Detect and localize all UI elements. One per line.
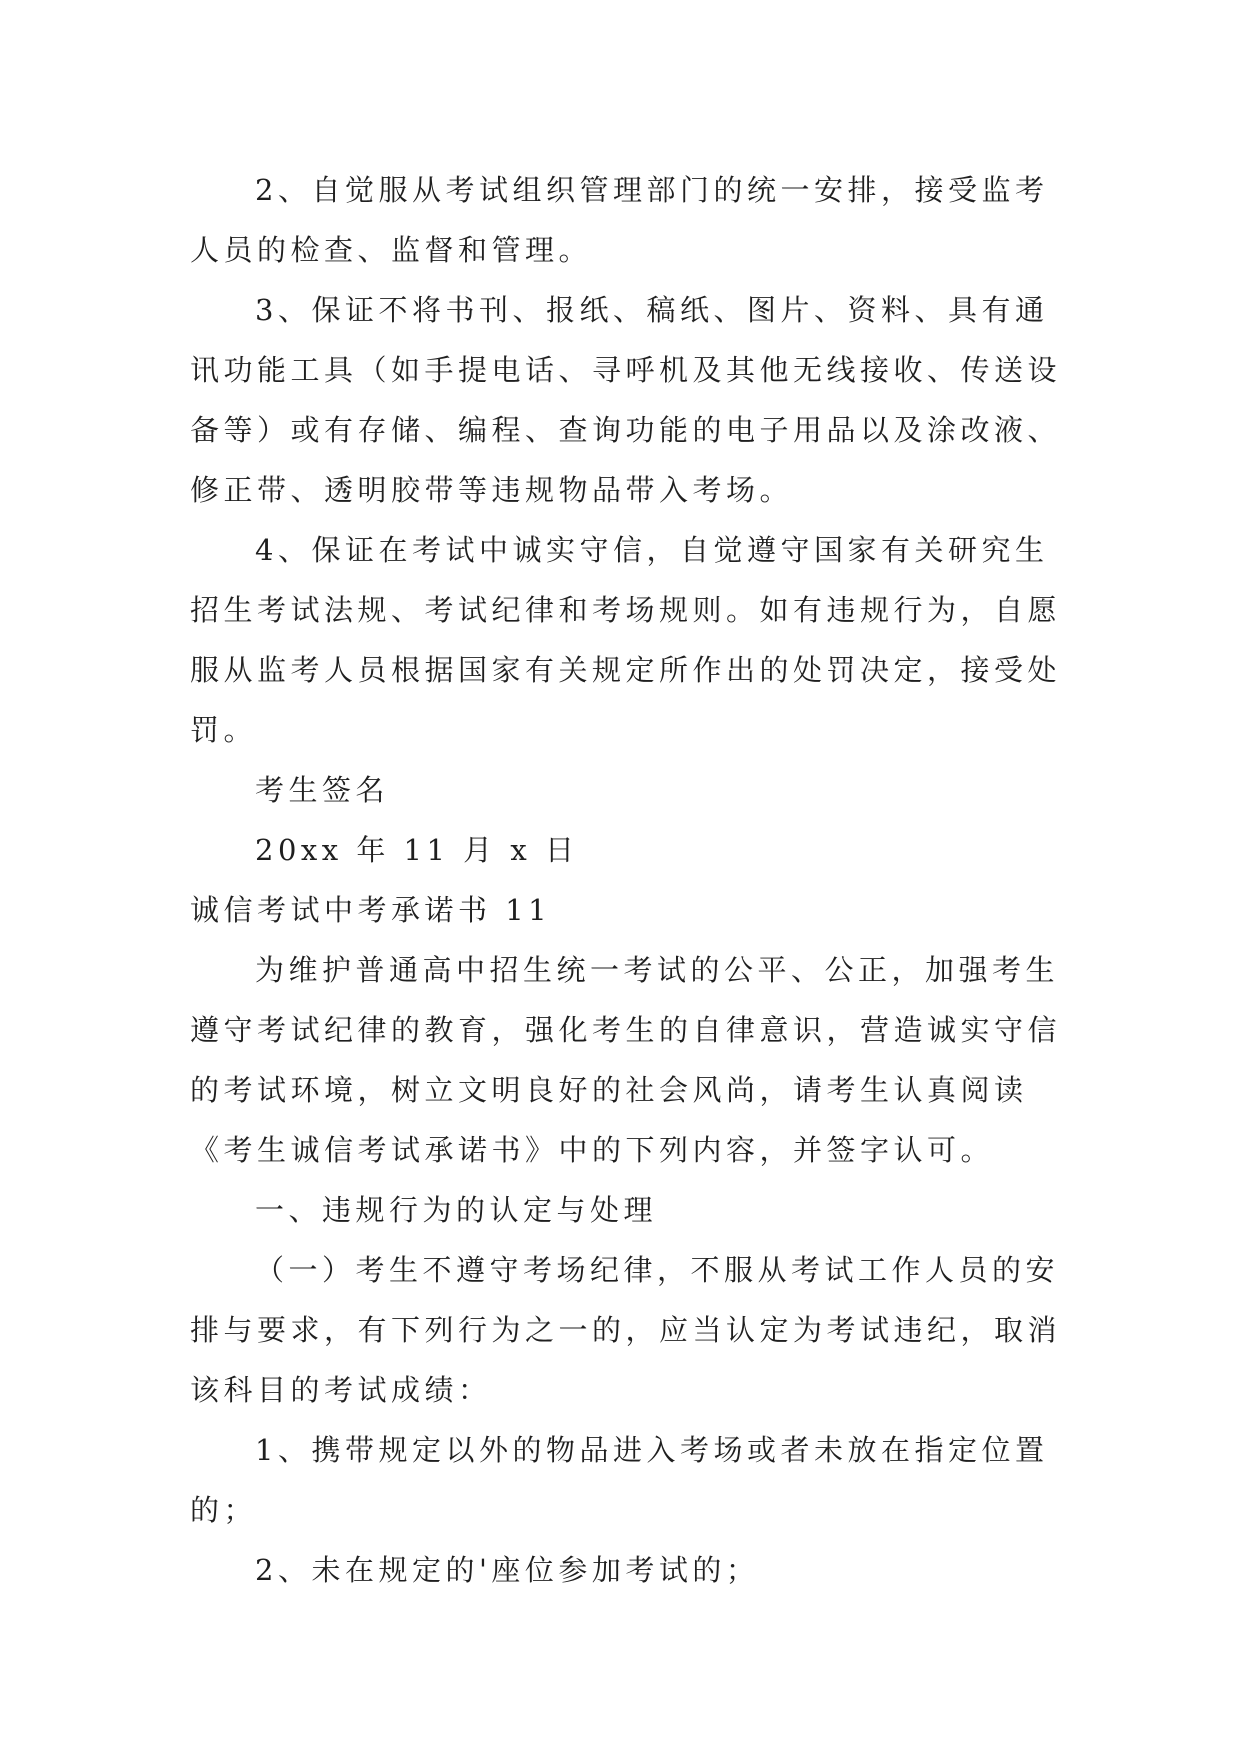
text-line: 的； (190, 1493, 258, 1527)
text-line: 备等）或有存储、编程、查询功能的电子用品以及涂改液、 (190, 413, 1062, 447)
text-line: 3、保证不将书刊、报纸、稿纸、图片、资料、具有通 (255, 293, 1049, 327)
text-line: 遵守考试纪律的教育，强化考生的自律意识，营造诚实守信 (190, 1013, 1062, 1047)
text-line: 1、携带规定以外的物品进入考场或者未放在指定位置 (255, 1433, 1049, 1467)
text-line: 2、自觉服从考试组织管理部门的统一安排，接受监考 (255, 173, 1049, 207)
text-line: 为维护普通高中招生统一考试的公平、公正，加强考生 (255, 953, 1060, 987)
section-title: 诚信考试中考承诺书 11 (190, 893, 552, 927)
signature-label: 考生签名 (255, 773, 390, 807)
text-line: 排与要求，有下列行为之一的，应当认定为考试违纪，取消 (190, 1313, 1062, 1347)
text-line: 招生考试法规、考试纪律和考场规则。如有违规行为，自愿 (190, 593, 1062, 627)
text-line: 4、保证在考试中诚实守信，自觉遵守国家有关研究生 (255, 533, 1049, 567)
text-line: （一）考生不遵守考场纪律，不服从考试工作人员的安 (255, 1253, 1060, 1287)
heading-line: 一、违规行为的认定与处理 (255, 1193, 658, 1227)
text-line: 修正带、透明胶带等违规物品带入考场。 (190, 473, 794, 507)
text-line: 《考生诚信考试承诺书》中的下列内容，并签字认可。 (190, 1133, 995, 1167)
text-line: 讯功能工具（如手提电话、寻呼机及其他无线接收、传送设 (190, 353, 1062, 387)
text-line: 人员的检查、监督和管理。 (190, 233, 593, 267)
text-line: 该科目的考试成绩： (190, 1373, 492, 1407)
text-line: 服从监考人员根据国家有关规定所作出的处罚决定，接受处 (190, 653, 1062, 687)
document-body (190, 160, 1070, 1600)
date-line: 20xx 年 11 月 x 日 (255, 833, 579, 867)
text-line: 的考试环境，树立文明良好的社会风尚，请考生认真阅读 (190, 1073, 1028, 1107)
text-line: 2、未在规定的'座位参加考试的； (255, 1553, 760, 1587)
text-line: 罚。 (190, 713, 258, 747)
